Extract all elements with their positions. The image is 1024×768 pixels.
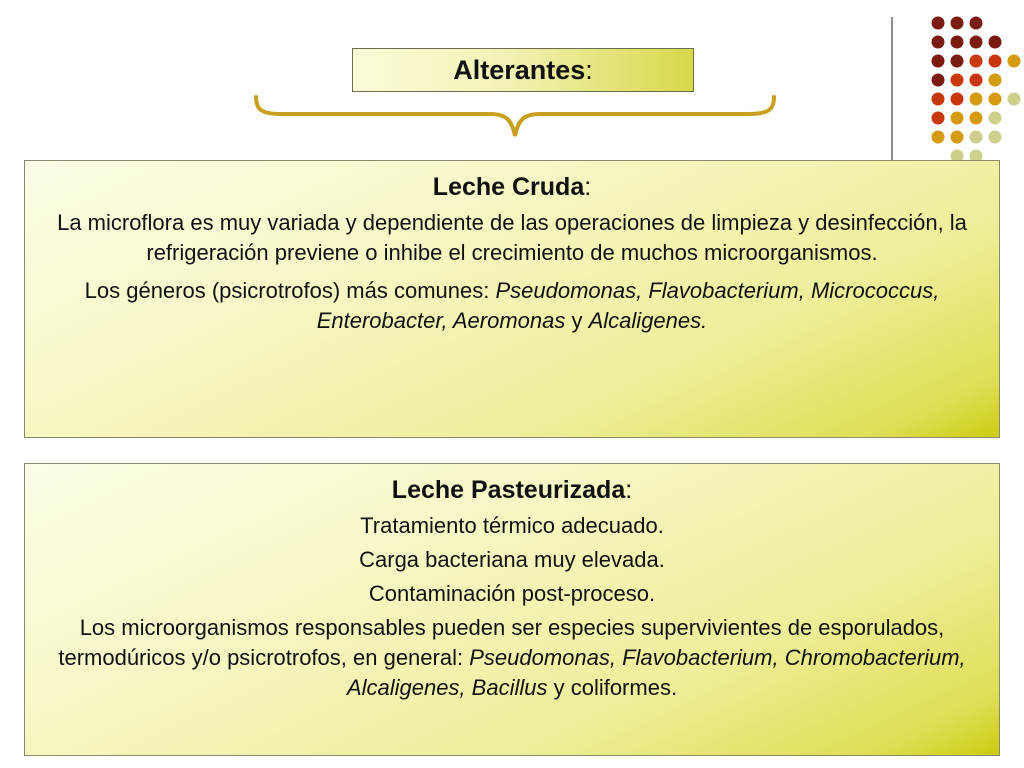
decorative-dot <box>932 17 945 30</box>
pasteurized-genera-suffix: coliformes. <box>570 675 678 700</box>
pasteurized-item-contamination: Contaminación post-proceso. <box>368 581 656 606</box>
decorative-dot <box>951 131 964 144</box>
pasteurized-genera-list: Pseudomonas, Flavobacterium, Chromobacterium, Alcaligenes, Bacillus <box>346 645 966 700</box>
decorative-dot <box>989 93 1002 106</box>
title-box <box>352 48 694 92</box>
decorative-dot <box>951 93 964 106</box>
decorative-dot <box>989 36 1002 49</box>
raw-milk-heading-text: Leche Cruda <box>432 173 585 201</box>
pasteurized-genera-and: y <box>547 675 571 700</box>
decorative-dot <box>989 112 1002 125</box>
decorative-dot <box>989 131 1002 144</box>
decorative-dot <box>951 36 964 49</box>
decorative-dot <box>932 93 945 106</box>
title-heading: Alterantes <box>453 54 586 85</box>
pasteurized-milk-heading <box>55 474 969 506</box>
decorative-dot <box>951 74 964 87</box>
raw-milk-genera-last: Alcaligenes. <box>588 308 708 333</box>
decorative-vertical-line <box>891 17 893 160</box>
decorative-dot <box>970 17 983 30</box>
decorative-dot <box>932 74 945 87</box>
raw-milk-heading-colon: : <box>584 173 592 201</box>
decorative-dot <box>970 55 983 68</box>
pasteurized-genera-paragraph <box>55 613 969 703</box>
decorative-dot <box>1008 93 1021 106</box>
raw-milk-genera-and: y <box>565 308 589 333</box>
pasteurized-milk-panel <box>24 463 1000 756</box>
decorative-dot <box>989 55 1002 68</box>
decorative-dot <box>970 112 983 125</box>
title-colon: : <box>585 54 593 85</box>
brace-path <box>256 97 774 136</box>
raw-milk-panel <box>24 160 1000 438</box>
pasteurized-item-treatment: Tratamiento térmico adecuado. <box>360 513 664 538</box>
decorative-dot <box>951 112 964 125</box>
raw-milk-genera-paragraph <box>55 276 969 336</box>
decorative-dot <box>970 74 983 87</box>
decorative-dot <box>970 131 983 144</box>
decorative-dot <box>932 131 945 144</box>
raw-milk-heading <box>55 171 969 203</box>
pasteurized-item-bacterial-load: Carga bacteriana muy elevada. <box>359 547 665 572</box>
raw-milk-genera-prefix: Los géneros (psicrotrofos) más comunes: <box>84 278 496 303</box>
raw-milk-genera-list: Pseudomonas, Flavobacterium, Micrococcus, Enterobacter, Aeromonas <box>316 278 940 333</box>
decorative-dot <box>932 55 945 68</box>
decorative-dot <box>932 112 945 125</box>
decorative-dot <box>1008 55 1021 68</box>
pasteurized-milk-heading-colon: : <box>625 476 633 504</box>
decorative-dot <box>970 36 983 49</box>
pasteurized-genera-prefix: Los microorganismos responsables pueden ser especies supervivientes de esporulados, termodúricos y/o psicrotrofos, en general: <box>58 615 945 670</box>
pasteurized-milk-heading-text: Leche Pasteurizada <box>391 476 626 504</box>
decorative-dot <box>932 36 945 49</box>
decorative-dot <box>951 55 964 68</box>
curly-brace-connector <box>250 94 780 140</box>
raw-milk-description: La microflora es muy variada y dependiente de las operaciones de limpieza y desinfección, la refrigeración previene o inhibe el crecimiento de muchos microorganismos. <box>57 210 967 265</box>
decorative-dot <box>989 74 1002 87</box>
decorative-dot <box>951 17 964 30</box>
decorative-dot <box>970 93 983 106</box>
